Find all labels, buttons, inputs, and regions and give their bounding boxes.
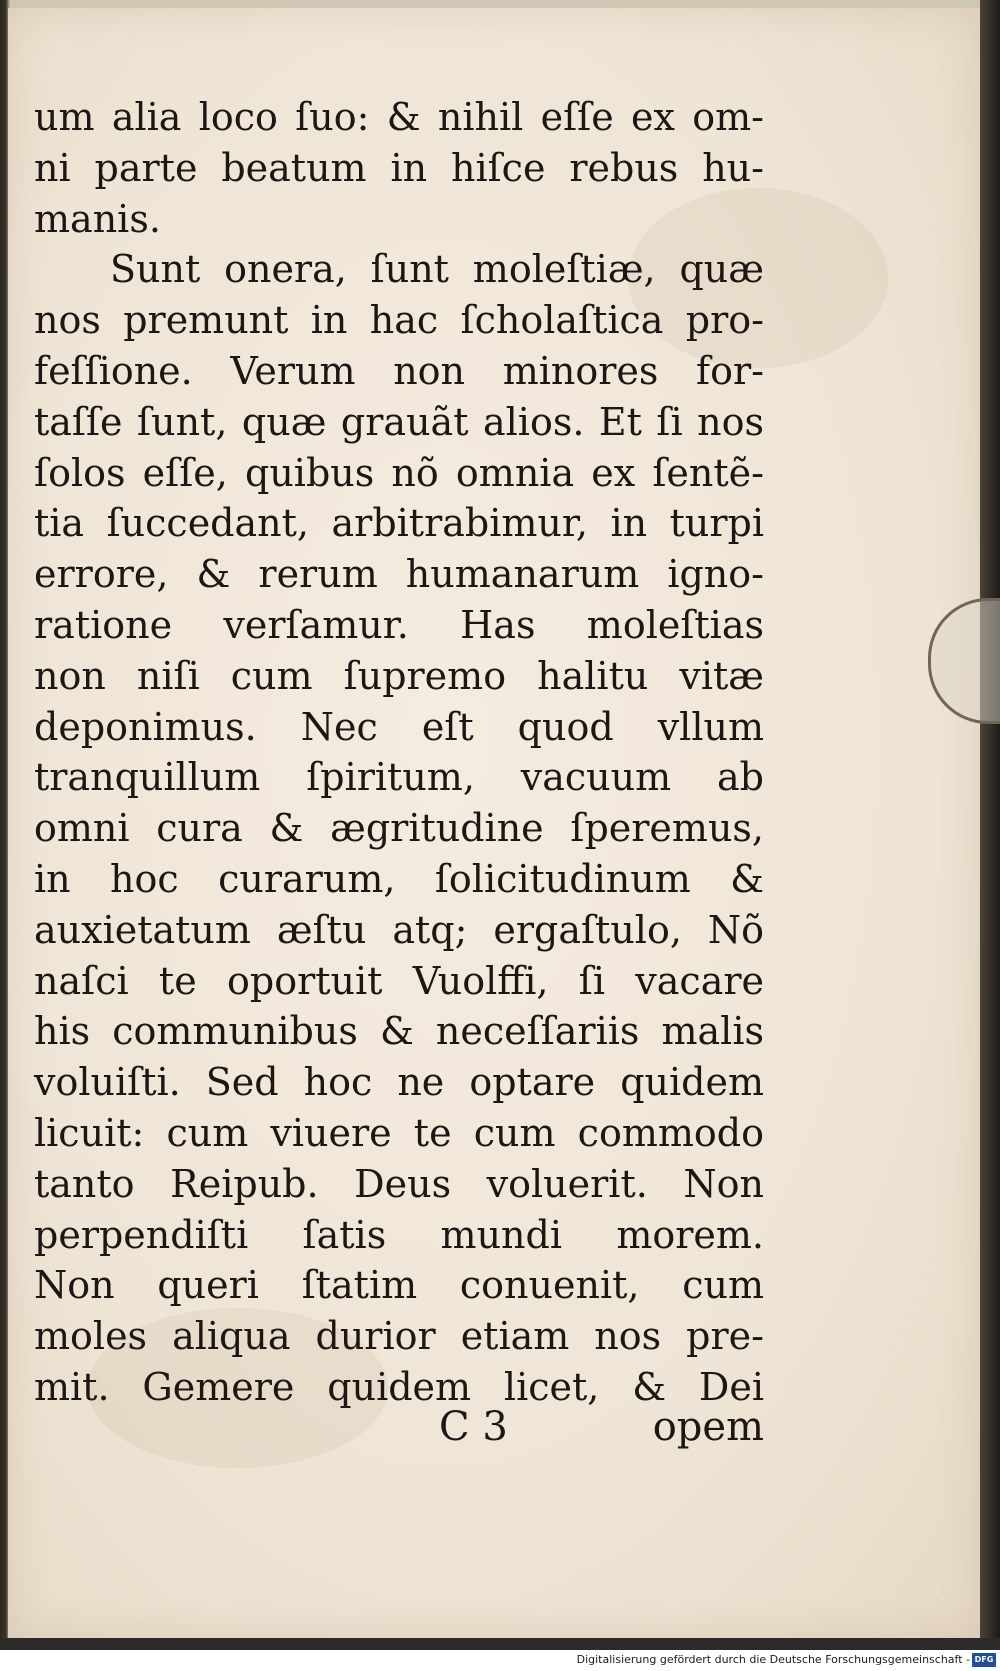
dfg-logo: DFG	[972, 1653, 996, 1667]
text-line: his communibus & neceſſariis malis	[34, 1009, 764, 1054]
text-line: feſſione. Verum non minores for-	[34, 348, 764, 393]
text-line: voluiſti. Sed hoc ne optare quidem	[34, 1060, 764, 1105]
text-line: non niſi cum ſupremo halitu vitæ	[34, 653, 764, 698]
text-line: mit. Gemere quidem licet, & Dei	[34, 1364, 764, 1409]
text-line: ſolos eſſe, quibus nõ omnia ex ſentẽ-	[34, 450, 764, 495]
credit-bar	[0, 1650, 1000, 1671]
scan-border	[0, 1638, 1000, 1650]
text-line: tia ſuccedant, arbitrabimur, in turpi	[34, 501, 764, 546]
text-line: tranquillum ſpiritum, vacuum ab	[34, 755, 764, 800]
text-line: naſci te oportuit Vuolffi, ſi vacare	[34, 958, 764, 1003]
text-line: manis.	[34, 196, 161, 241]
text-line: licuit: cum viuere te cum commodo	[34, 1110, 764, 1155]
text-line: perpendiſti ſatis mundi morem.	[34, 1212, 764, 1257]
text-line: in hoc curarum, ſolicitudinum &	[34, 856, 764, 901]
text-line: ni parte beatum in hiſce rebus hu-	[34, 145, 764, 190]
text-line: omni cura & ægritudine ſperemus,	[34, 806, 764, 851]
text-line: Sunt onera, ſunt moleſtiæ, quæ	[110, 247, 764, 292]
funding-credit: Digitalisierung gefördert durch die Deutsche Forschungsgemeinschaft -	[576, 1653, 970, 1666]
text-line: ratione verſamur. Has moleſtias	[34, 602, 764, 647]
page-text	[34, 92, 764, 1413]
text-line: moles aliqua durior etiam nos pre-	[34, 1314, 764, 1359]
text-line: errore, & rerum humanarum igno-	[34, 552, 764, 597]
text-line: auxietatum æſtu atq; ergaſtulo, Nõ	[34, 907, 764, 952]
text-line: taſſe ſunt, quæ grauãt alios. Et ſi nos	[34, 399, 764, 444]
text-line: tanto Reipub. Deus voluerit. Non	[34, 1161, 764, 1206]
catchword: opem	[652, 1404, 764, 1450]
text-line: um alia loco ſuo: & nihil eſſe ex om-	[34, 95, 764, 139]
text-line: Non queri ſtatim conuenit, cum	[34, 1263, 764, 1308]
book-edge	[980, 0, 1000, 1650]
text-line: deponimus. Nec eſt quod vllum	[34, 704, 764, 749]
text-line: nos premunt in hac ſcholaſtica pro-	[34, 298, 764, 343]
page-foot	[34, 1404, 764, 1460]
signature-mark: C 3	[439, 1404, 508, 1450]
